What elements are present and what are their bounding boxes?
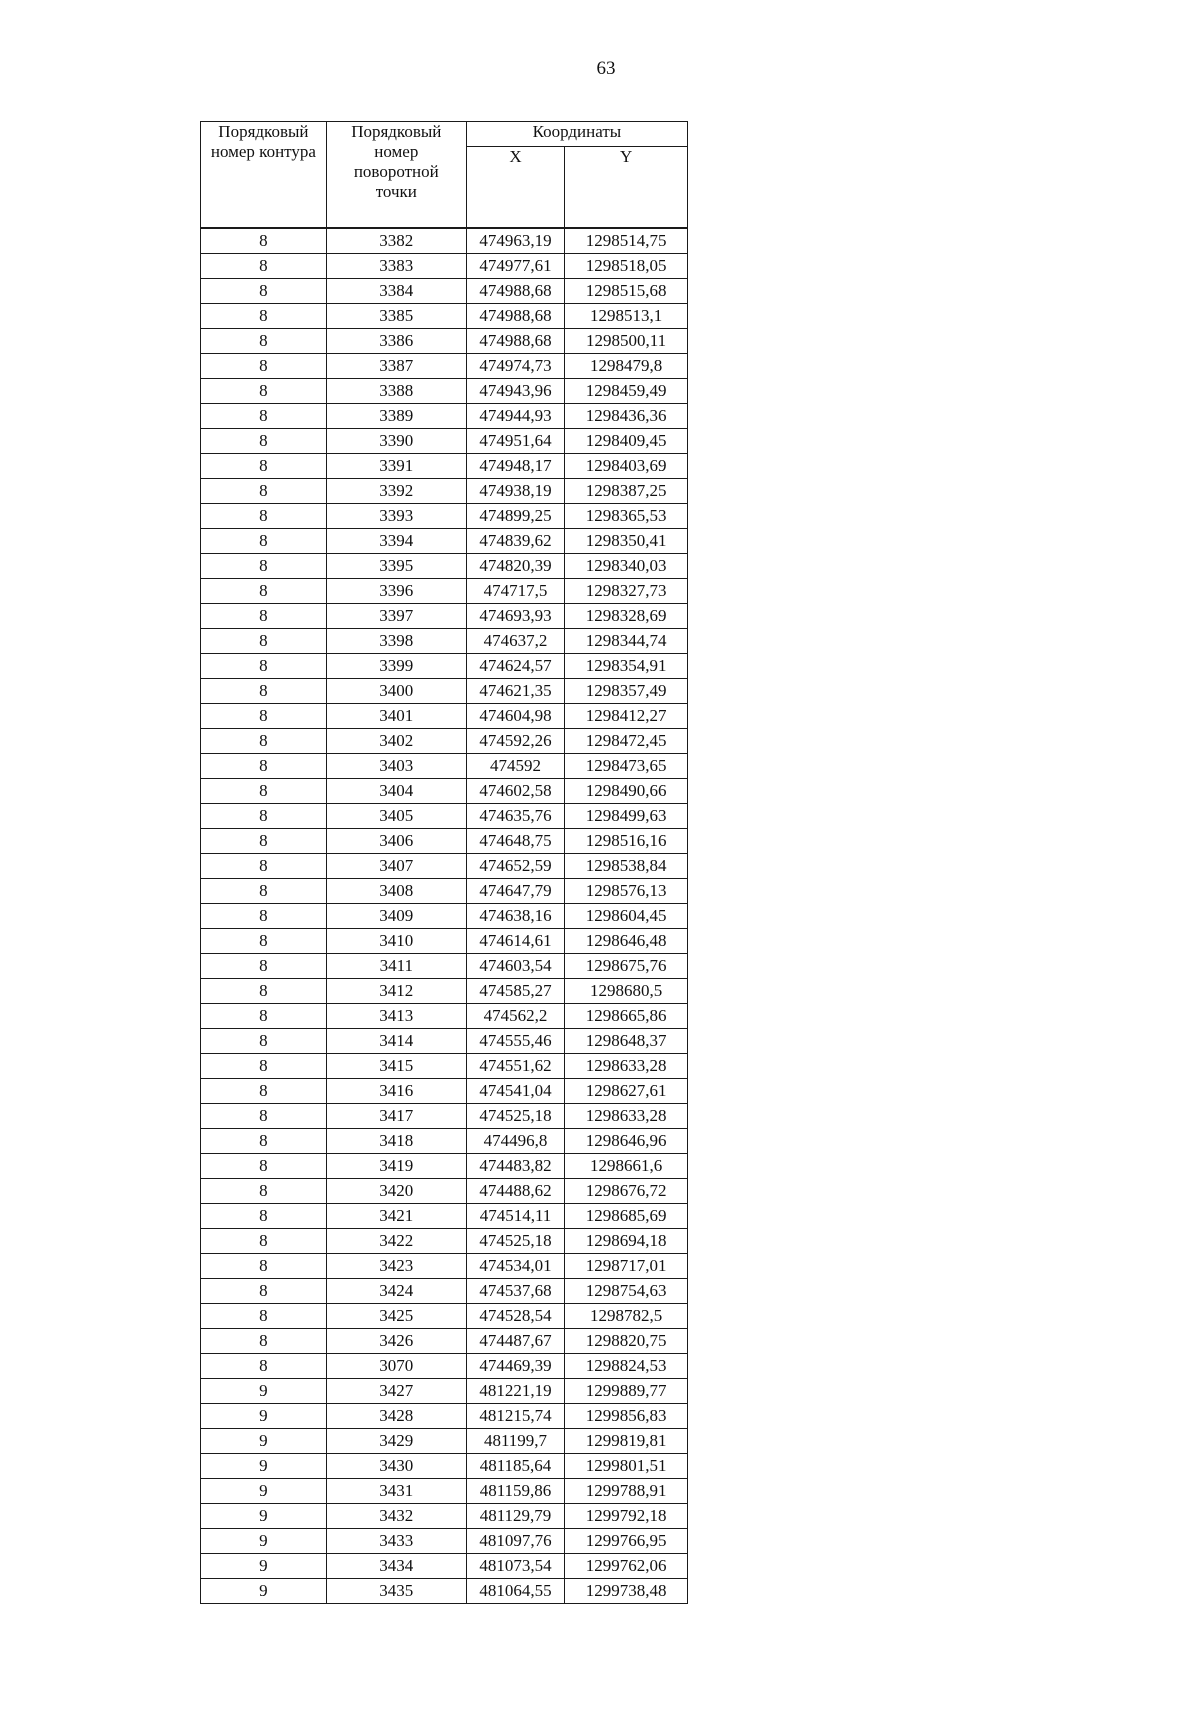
cell-y: 1298365,53 (565, 503, 688, 528)
cell-y: 1298627,61 (565, 1078, 688, 1103)
table-row (201, 1103, 688, 1128)
cell-x: 474603,54 (466, 953, 564, 978)
cell-contour: 8 (201, 703, 327, 728)
cell-point: 3400 (326, 678, 466, 703)
cell-y: 1299889,77 (565, 1378, 688, 1403)
cell-x: 481129,79 (466, 1503, 564, 1528)
cell-x: 474592,26 (466, 728, 564, 753)
cell-contour: 8 (201, 1028, 327, 1053)
cell-contour: 8 (201, 928, 327, 953)
cell-point: 3419 (326, 1153, 466, 1178)
cell-contour: 8 (201, 1103, 327, 1128)
table-row (201, 1228, 688, 1253)
cell-contour: 9 (201, 1378, 327, 1403)
header-point-line1: Порядковый (351, 122, 442, 141)
table-row (201, 753, 688, 778)
cell-x: 474944,93 (466, 403, 564, 428)
header-contour-line1: Порядковый (218, 122, 309, 141)
cell-x: 474602,58 (466, 778, 564, 803)
cell-contour: 8 (201, 1003, 327, 1028)
cell-y: 1298387,25 (565, 478, 688, 503)
cell-x: 474469,39 (466, 1353, 564, 1378)
cell-contour: 8 (201, 478, 327, 503)
cell-y: 1298479,8 (565, 353, 688, 378)
cell-contour: 8 (201, 1253, 327, 1278)
cell-x: 474534,01 (466, 1253, 564, 1278)
cell-contour: 8 (201, 1303, 327, 1328)
cell-y: 1298633,28 (565, 1103, 688, 1128)
header-coordinates: Координаты (466, 122, 687, 147)
table-row (201, 403, 688, 428)
cell-x: 474693,93 (466, 603, 564, 628)
cell-contour: 8 (201, 1153, 327, 1178)
cell-point: 3435 (326, 1578, 466, 1603)
cell-contour: 8 (201, 1328, 327, 1353)
cell-x: 474496,8 (466, 1128, 564, 1153)
cell-point: 3413 (326, 1003, 466, 1028)
table-row (201, 1128, 688, 1153)
cell-point: 3404 (326, 778, 466, 803)
cell-x: 474585,27 (466, 978, 564, 1003)
cell-y: 1298661,6 (565, 1153, 688, 1178)
cell-x: 474948,17 (466, 453, 564, 478)
table-row (201, 353, 688, 378)
cell-contour: 8 (201, 278, 327, 303)
cell-x: 474525,18 (466, 1103, 564, 1128)
cell-point: 3416 (326, 1078, 466, 1103)
cell-point: 3409 (326, 903, 466, 928)
table-row (201, 953, 688, 978)
cell-y: 1298516,16 (565, 828, 688, 853)
table-row (201, 678, 688, 703)
cell-point: 3412 (326, 978, 466, 1003)
cell-contour: 8 (201, 328, 327, 353)
cell-point: 3429 (326, 1428, 466, 1453)
cell-point: 3434 (326, 1553, 466, 1578)
table-row (201, 1078, 688, 1103)
cell-point: 3389 (326, 403, 466, 428)
cell-y: 1299766,95 (565, 1528, 688, 1553)
cell-contour: 8 (201, 653, 327, 678)
cell-contour: 8 (201, 1203, 327, 1228)
table-row (201, 1253, 688, 1278)
cell-point: 3382 (326, 228, 466, 253)
cell-point: 3395 (326, 553, 466, 578)
cell-contour: 8 (201, 903, 327, 928)
cell-y: 1298646,48 (565, 928, 688, 953)
table-row (201, 503, 688, 528)
cell-point: 3407 (326, 853, 466, 878)
cell-contour: 8 (201, 1053, 327, 1078)
cell-point: 3385 (326, 303, 466, 328)
cell-y: 1299792,18 (565, 1503, 688, 1528)
cell-contour: 8 (201, 603, 327, 628)
cell-contour: 9 (201, 1503, 327, 1528)
cell-x: 474551,62 (466, 1053, 564, 1078)
cell-x: 474974,73 (466, 353, 564, 378)
table-row (201, 1578, 688, 1603)
cell-point: 3393 (326, 503, 466, 528)
table-row (201, 1428, 688, 1453)
cell-contour: 8 (201, 228, 327, 253)
cell-y: 1298459,49 (565, 378, 688, 403)
table-row (201, 703, 688, 728)
table-row (201, 1003, 688, 1028)
cell-y: 1298676,72 (565, 1178, 688, 1203)
table-row (201, 478, 688, 503)
cell-y: 1298646,96 (565, 1128, 688, 1153)
cell-y: 1298340,03 (565, 553, 688, 578)
cell-x: 481064,55 (466, 1578, 564, 1603)
header-contour-line2: номер контура (210, 142, 316, 161)
cell-point: 3423 (326, 1253, 466, 1278)
table-row (201, 1378, 688, 1403)
cell-contour: 9 (201, 1578, 327, 1603)
cell-contour: 8 (201, 828, 327, 853)
table-row (201, 578, 688, 603)
cell-x: 474562,2 (466, 1003, 564, 1028)
table-body (201, 228, 688, 1603)
table-row (201, 928, 688, 953)
cell-contour: 8 (201, 253, 327, 278)
table-row (201, 278, 688, 303)
table-row (201, 303, 688, 328)
cell-y: 1298328,69 (565, 603, 688, 628)
cell-x: 474839,62 (466, 528, 564, 553)
cell-x: 474988,68 (466, 303, 564, 328)
table-header (201, 122, 688, 229)
cell-point: 3411 (326, 953, 466, 978)
cell-contour: 8 (201, 1128, 327, 1153)
cell-x: 474820,39 (466, 553, 564, 578)
cell-point: 3070 (326, 1353, 466, 1378)
table-row (201, 1503, 688, 1528)
cell-x: 474638,16 (466, 903, 564, 928)
cell-point: 3433 (326, 1528, 466, 1553)
cell-point: 3430 (326, 1453, 466, 1478)
cell-y: 1298409,45 (565, 428, 688, 453)
cell-contour: 8 (201, 778, 327, 803)
cell-x: 474614,61 (466, 928, 564, 953)
cell-y: 1298648,37 (565, 1028, 688, 1053)
cell-contour: 9 (201, 1528, 327, 1553)
cell-y: 1298685,69 (565, 1203, 688, 1228)
cell-point: 3401 (326, 703, 466, 728)
header-point-number (326, 122, 466, 229)
cell-contour: 8 (201, 403, 327, 428)
cell-point: 3425 (326, 1303, 466, 1328)
cell-x: 474487,67 (466, 1328, 564, 1353)
cell-y: 1299788,91 (565, 1478, 688, 1503)
cell-point: 3431 (326, 1478, 466, 1503)
header-x: X (466, 147, 564, 229)
cell-x: 474621,35 (466, 678, 564, 703)
table-row (201, 428, 688, 453)
cell-y: 1298499,63 (565, 803, 688, 828)
cell-y: 1298538,84 (565, 853, 688, 878)
table-row (201, 1353, 688, 1378)
cell-point: 3394 (326, 528, 466, 553)
cell-point: 3403 (326, 753, 466, 778)
cell-y: 1298344,74 (565, 628, 688, 653)
cell-contour: 8 (201, 953, 327, 978)
table-row (201, 528, 688, 553)
header-point-line2: номер (374, 142, 419, 161)
table-row (201, 228, 688, 253)
table-row (201, 828, 688, 853)
table-row (201, 903, 688, 928)
cell-x: 474528,54 (466, 1303, 564, 1328)
table-row (201, 453, 688, 478)
cell-point: 3402 (326, 728, 466, 753)
table-row (201, 603, 688, 628)
cell-x: 474943,96 (466, 378, 564, 403)
table-row (201, 1178, 688, 1203)
cell-x: 481073,54 (466, 1553, 564, 1578)
cell-point: 3421 (326, 1203, 466, 1228)
cell-x: 474647,79 (466, 878, 564, 903)
cell-point: 3427 (326, 1378, 466, 1403)
table-row (201, 1303, 688, 1328)
cell-contour: 8 (201, 628, 327, 653)
table-row (201, 1553, 688, 1578)
cell-y: 1298436,36 (565, 403, 688, 428)
cell-x: 474988,68 (466, 328, 564, 353)
cell-contour: 8 (201, 1178, 327, 1203)
cell-y: 1298694,18 (565, 1228, 688, 1253)
cell-point: 3387 (326, 353, 466, 378)
cell-contour: 8 (201, 1278, 327, 1303)
cell-x: 474541,04 (466, 1078, 564, 1103)
cell-y: 1298675,76 (565, 953, 688, 978)
cell-contour: 8 (201, 803, 327, 828)
cell-contour: 8 (201, 303, 327, 328)
header-contour-number (201, 122, 327, 229)
cell-y: 1299856,83 (565, 1403, 688, 1428)
cell-x: 474555,46 (466, 1028, 564, 1053)
cell-y: 1298515,68 (565, 278, 688, 303)
cell-point: 3396 (326, 578, 466, 603)
cell-point: 3424 (326, 1278, 466, 1303)
cell-point: 3417 (326, 1103, 466, 1128)
table-row (201, 1403, 688, 1428)
table-row (201, 1453, 688, 1478)
cell-x: 474604,98 (466, 703, 564, 728)
cell-x: 474963,19 (466, 228, 564, 253)
cell-x: 474977,61 (466, 253, 564, 278)
cell-x: 474624,57 (466, 653, 564, 678)
cell-contour: 8 (201, 1228, 327, 1253)
cell-x: 474988,68 (466, 278, 564, 303)
cell-x: 481097,76 (466, 1528, 564, 1553)
cell-contour: 8 (201, 1078, 327, 1103)
table-row (201, 728, 688, 753)
cell-point: 3399 (326, 653, 466, 678)
page-number: 63 (596, 58, 616, 79)
cell-x: 474635,76 (466, 803, 564, 828)
cell-point: 3426 (326, 1328, 466, 1353)
cell-point: 3428 (326, 1403, 466, 1428)
cell-contour: 8 (201, 553, 327, 578)
cell-contour: 8 (201, 378, 327, 403)
cell-y: 1298350,41 (565, 528, 688, 553)
cell-y: 1298403,69 (565, 453, 688, 478)
table-row (201, 878, 688, 903)
header-y: Y (565, 147, 688, 229)
table-row (201, 1478, 688, 1503)
cell-point: 3386 (326, 328, 466, 353)
cell-point: 3422 (326, 1228, 466, 1253)
table-row (201, 253, 688, 278)
cell-y: 1298518,05 (565, 253, 688, 278)
cell-x: 474951,64 (466, 428, 564, 453)
cell-y: 1298514,75 (565, 228, 688, 253)
cell-point: 3410 (326, 928, 466, 953)
cell-contour: 8 (201, 353, 327, 378)
cell-y: 1298754,63 (565, 1278, 688, 1303)
cell-contour: 8 (201, 578, 327, 603)
cell-contour: 8 (201, 453, 327, 478)
cell-point: 3384 (326, 278, 466, 303)
table-row (201, 1528, 688, 1553)
cell-y: 1299738,48 (565, 1578, 688, 1603)
cell-x: 474592 (466, 753, 564, 778)
table-row (201, 1328, 688, 1353)
cell-point: 3392 (326, 478, 466, 503)
cell-x: 481159,86 (466, 1478, 564, 1503)
cell-point: 3388 (326, 378, 466, 403)
cell-point: 3415 (326, 1053, 466, 1078)
cell-x: 474537,68 (466, 1278, 564, 1303)
table-row (201, 1278, 688, 1303)
table-row (201, 1203, 688, 1228)
cell-contour: 8 (201, 978, 327, 1003)
cell-y: 1298327,73 (565, 578, 688, 603)
cell-x: 474652,59 (466, 853, 564, 878)
cell-contour: 9 (201, 1553, 327, 1578)
table-row (201, 1153, 688, 1178)
cell-y: 1298472,45 (565, 728, 688, 753)
cell-x: 474483,82 (466, 1153, 564, 1178)
cell-x: 481221,19 (466, 1378, 564, 1403)
cell-y: 1298604,45 (565, 903, 688, 928)
cell-contour: 8 (201, 728, 327, 753)
header-point-line4: точки (375, 182, 417, 201)
table-row (201, 778, 688, 803)
table-row (201, 803, 688, 828)
cell-point: 3397 (326, 603, 466, 628)
cell-contour: 9 (201, 1453, 327, 1478)
cell-y: 1298717,01 (565, 1253, 688, 1278)
header-point-line3: поворотной (353, 162, 439, 181)
cell-x: 474514,11 (466, 1203, 564, 1228)
cell-y: 1299762,06 (565, 1553, 688, 1578)
cell-x: 481199,7 (466, 1428, 564, 1453)
cell-x: 474637,2 (466, 628, 564, 653)
table-row (201, 378, 688, 403)
table-row (201, 978, 688, 1003)
cell-x: 474488,62 (466, 1178, 564, 1203)
table-row (201, 1028, 688, 1053)
cell-contour: 8 (201, 428, 327, 453)
cell-y: 1298820,75 (565, 1328, 688, 1353)
cell-point: 3420 (326, 1178, 466, 1203)
cell-y: 1299819,81 (565, 1428, 688, 1453)
cell-y: 1298412,27 (565, 703, 688, 728)
cell-x: 474899,25 (466, 503, 564, 528)
cell-x: 474525,18 (466, 1228, 564, 1253)
cell-point: 3405 (326, 803, 466, 828)
cell-contour: 8 (201, 753, 327, 778)
cell-y: 1298680,5 (565, 978, 688, 1003)
cell-y: 1298357,49 (565, 678, 688, 703)
cell-point: 3383 (326, 253, 466, 278)
cell-y: 1298824,53 (565, 1353, 688, 1378)
table-row (201, 628, 688, 653)
cell-y: 1298576,13 (565, 878, 688, 903)
table-row (201, 553, 688, 578)
cell-y: 1299801,51 (565, 1453, 688, 1478)
cell-point: 3408 (326, 878, 466, 903)
coordinates-table (200, 121, 688, 1604)
cell-x: 474648,75 (466, 828, 564, 853)
cell-contour: 9 (201, 1403, 327, 1428)
cell-point: 3414 (326, 1028, 466, 1053)
cell-point: 3406 (326, 828, 466, 853)
table-row (201, 1053, 688, 1078)
cell-x: 481215,74 (466, 1403, 564, 1428)
cell-contour: 9 (201, 1478, 327, 1503)
cell-y: 1298782,5 (565, 1303, 688, 1328)
cell-y: 1298500,11 (565, 328, 688, 353)
cell-y: 1298513,1 (565, 303, 688, 328)
table-row (201, 328, 688, 353)
table-row (201, 653, 688, 678)
cell-contour: 8 (201, 853, 327, 878)
cell-y: 1298354,91 (565, 653, 688, 678)
cell-contour: 9 (201, 1428, 327, 1453)
cell-point: 3391 (326, 453, 466, 478)
table-row (201, 853, 688, 878)
cell-x: 474717,5 (466, 578, 564, 603)
cell-point: 3418 (326, 1128, 466, 1153)
cell-x: 474938,19 (466, 478, 564, 503)
cell-y: 1298473,65 (565, 753, 688, 778)
cell-y: 1298490,66 (565, 778, 688, 803)
cell-contour: 8 (201, 503, 327, 528)
cell-y: 1298633,28 (565, 1053, 688, 1078)
cell-contour: 8 (201, 1353, 327, 1378)
cell-point: 3390 (326, 428, 466, 453)
cell-x: 481185,64 (466, 1453, 564, 1478)
cell-contour: 8 (201, 878, 327, 903)
cell-y: 1298665,86 (565, 1003, 688, 1028)
cell-contour: 8 (201, 678, 327, 703)
cell-point: 3398 (326, 628, 466, 653)
cell-point: 3432 (326, 1503, 466, 1528)
cell-contour: 8 (201, 528, 327, 553)
